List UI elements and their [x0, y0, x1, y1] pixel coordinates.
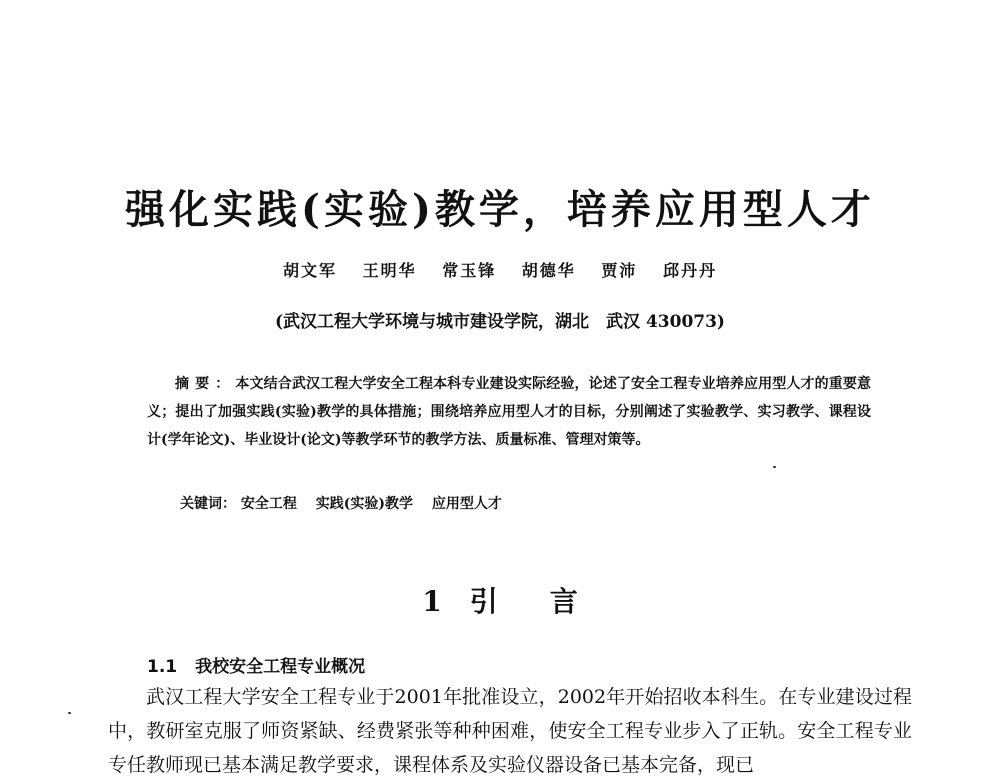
keywords — [180, 493, 516, 513]
author-affiliation: (武汉工程大学环境与城市建设学院，湖北 武汉 430073) — [275, 312, 725, 332]
abstract-label: 摘要： — [175, 376, 236, 392]
subsection-heading — [147, 652, 365, 677]
abstract — [147, 370, 871, 454]
keyword: 应用型人才 — [431, 496, 502, 512]
paper-title: 强化实践(实验)教学，培养应用型人才 — [125, 186, 875, 233]
section-number: 1 — [422, 585, 442, 618]
abstract-text: 本文结合武汉工程大学安全工程本科专业建设实际经验，论述了安全工程专业培养应用型人才的重要意义；提出了加强实践(实验)教学的具体措施；围绕培养应用型人才的目标，分别阐述了实验教学、实习教学、课程设计(学年论文)、毕业设计(论文)等教学环节的教学方法、质量标准、管理对策等。 — [147, 376, 872, 448]
section-title-part: 引 — [469, 585, 498, 618]
section-title-part: 言 — [549, 585, 578, 618]
author-name: 邱丹丹 — [662, 261, 717, 280]
author-name: 常玉锋 — [442, 261, 497, 280]
keyword: 安全工程 — [240, 496, 297, 512]
scan-speck — [773, 466, 776, 468]
section-heading — [0, 580, 1000, 620]
keywords-label: 关键词： — [180, 496, 236, 512]
author-name: 王明华 — [362, 261, 417, 280]
author-name: 胡德华 — [521, 261, 576, 280]
body-paragraph: 武汉工程大学安全工程专业于2001年批准设立，2002年开始招收本科生。在专业建设过程中，教研室克服了师资紧缺、经费紧张等种种困难，使安全工程专业步入了正轨。安全工程专业专任教师现已基本满足教学要求，课程体系及实验仪器设备已基本完备，现已 — [108, 686, 912, 776]
author-name: 胡文军 — [283, 261, 338, 280]
author-list — [0, 258, 1000, 281]
subsection-title: 我校安全工程专业概况 — [195, 657, 366, 677]
scan-speck — [68, 712, 71, 714]
subsection-number: 1.1 — [147, 657, 178, 677]
author-name: 贾沛 — [601, 261, 638, 280]
keyword: 实践(实验)教学 — [315, 496, 413, 512]
